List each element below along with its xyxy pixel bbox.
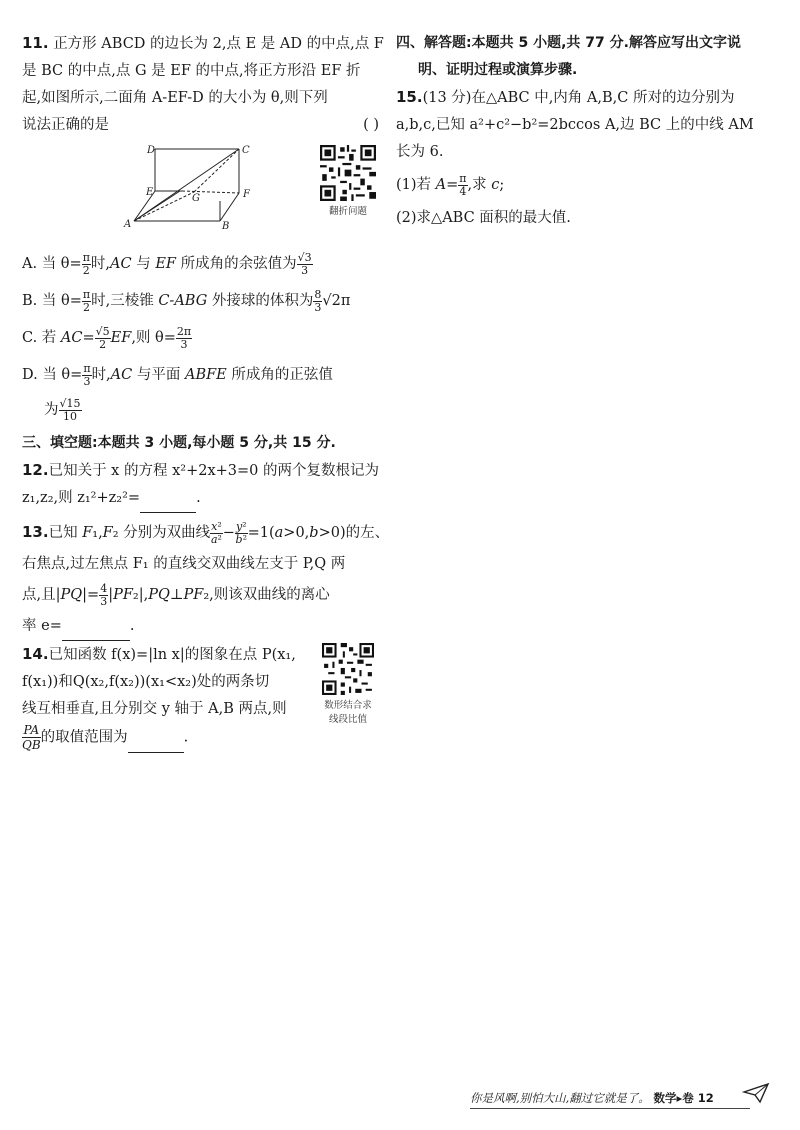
q11-line-3: 起,如图所示,二面角 A-EF-D 的大小为 θ,则下列	[22, 90, 328, 106]
q11-line-4	[22, 112, 387, 139]
q12-text-2: z₁,z₂,则 z₁²+z₂²=	[22, 490, 141, 506]
q11-option-b: B. 当 θ= $\frac{\pi}{2}$ 时,三棱锥 C-ABG 外接球的体积为 $\frac{8}{3}$ √2π	[22, 287, 351, 314]
footer-rule	[470, 1108, 750, 1109]
q13-text-4: 率 e=	[22, 618, 62, 634]
q14-end: .	[183, 729, 189, 746]
footer-slogan: 你是风啊,别怕大山,翻过它就是了。	[470, 1091, 650, 1105]
q15-line-2: a,b,c,已知 a²+c²−b²=2bccos A,边 BC 上的中线 AM	[396, 117, 754, 133]
q15-line-1	[396, 84, 776, 112]
figure-label-a: A	[124, 219, 132, 230]
q12-text-1: 已知关于 x 的方程 x²+2x+3=0 的两个复数根记为	[48, 463, 379, 479]
q14-number: 14.	[22, 645, 49, 663]
section-4-heading-1: 四、解答题:本题共 5 小题,共 77 分.解答应写出文字说	[396, 35, 741, 51]
q13-end: .	[129, 618, 135, 634]
q11-line-2: 是 BC 的中点,点 G 是 EF 的中点,将正方形沿 EF 折	[22, 63, 361, 79]
q11-line-1	[22, 30, 387, 58]
qr-caption-1: 翻折问题	[328, 206, 367, 217]
q11-option-a: A. 当 θ= $\frac{\pi}{2}$ 时,AC 与 EF 所成角的余弦值为 $\frac{√3}{3}$	[22, 250, 312, 277]
q11-number: 11.	[22, 34, 49, 52]
q11-text-4: 说法正确的是	[22, 117, 109, 133]
q11-answer-bracket: ( )	[363, 117, 379, 133]
q14-text-1: 已知函数 f(x)=|ln x|的图象在点 P(x₁,	[48, 647, 296, 663]
footer-subject: 数学	[653, 1091, 677, 1105]
q11-option-d-2: 为 $\frac{√15}{10}$	[44, 396, 81, 423]
folded-square-figure	[122, 141, 272, 245]
q15-part-1: (1)若 A= $\frac{\pi}{4}$ ,求 c;	[396, 171, 505, 198]
qr-caption-2a: 数形结合求	[324, 700, 372, 711]
q11-text-1: 正方形 ABCD 的边长为 2,点 E 是 AD 的中点,点 F	[53, 36, 384, 52]
q14-line-2: f(x₁))和Q(x₂,f(x₂))(x₁<x₂)处的两条切	[22, 674, 270, 690]
q12-answer-blank[interactable]	[140, 485, 196, 513]
q11-figure-row	[22, 141, 387, 245]
figure-label-d: D	[147, 145, 156, 156]
q15-text-1: (13 分)在△ABC 中,内角 A,B,C 所对的边分别为	[422, 90, 735, 106]
q15-number: 15.	[396, 88, 423, 106]
section-3-heading: 三、填空题:本题共 3 小题,每小题 5 分,共 15 分.	[22, 435, 336, 451]
qr-code-1[interactable]	[320, 145, 376, 201]
figure-label-f: F	[243, 189, 250, 200]
q13-line-3: 点,且|PQ|= $\frac{4}{3}$ |PF₂|,PQ⊥PF₂,则该双曲线的离心	[22, 581, 330, 608]
left-column	[22, 30, 390, 753]
q15-part-2: (2)求△ABC 面积的最大值.	[396, 210, 571, 226]
q15-line-3: 长为 6.	[396, 144, 444, 160]
q12-line-2	[22, 485, 387, 513]
footer-arrow-icon: ▸	[676, 1091, 683, 1105]
q13-number: 13.	[22, 523, 49, 541]
page-footer	[470, 1088, 770, 1108]
q14-answer-blank[interactable]	[128, 725, 184, 753]
qr-code-2[interactable]	[322, 643, 374, 695]
q13-answer-blank[interactable]	[62, 613, 130, 641]
figure-label-g: G	[192, 193, 200, 204]
right-column	[396, 30, 776, 232]
figure-label-b: B	[222, 221, 230, 232]
q14-line-3: 线互相垂直,且分别交 y 轴于 A,B 两点,则	[22, 701, 287, 717]
q14-block	[22, 641, 387, 753]
q12-end: .	[196, 490, 201, 506]
qr-caption-2b: 线段比值	[328, 714, 367, 725]
figure-label-c: C	[242, 145, 250, 156]
q11-option-c: C. 若 AC= $\frac{√5}{2}$ EF,则 θ= $\frac{2\pi}{3}$	[22, 324, 192, 351]
paper-plane-icon	[742, 1082, 770, 1104]
q14-line-4: $\frac{PA}{QB}$ 的取值范围为 .	[22, 723, 189, 752]
q13-line-4	[22, 613, 387, 641]
q13-line-2: 右焦点,过左焦点 F₁ 的直线交双曲线左支于 P,Q 两	[22, 556, 346, 572]
q12-line-1	[22, 457, 387, 485]
q11-option-d-1: D. 当 θ= $\frac{\pi}{3}$ 时,AC 与平面 ABFE 所成角的正弦值	[22, 361, 333, 388]
q12-number: 12.	[22, 461, 49, 479]
figure-label-e: E	[146, 187, 154, 198]
q13-line-1: 13.已知 F₁,F₂ 分别为双曲线 $\frac{\text{x²}}{\text{a²}}$ − $\frac{\text{y²}}{\text{b²}}$ =1(a>0,b>0)的左、	[22, 519, 390, 546]
section-4-heading-2: 明、证明过程或演算步骤.	[418, 62, 578, 78]
footer-volume: 卷 12	[682, 1091, 714, 1105]
